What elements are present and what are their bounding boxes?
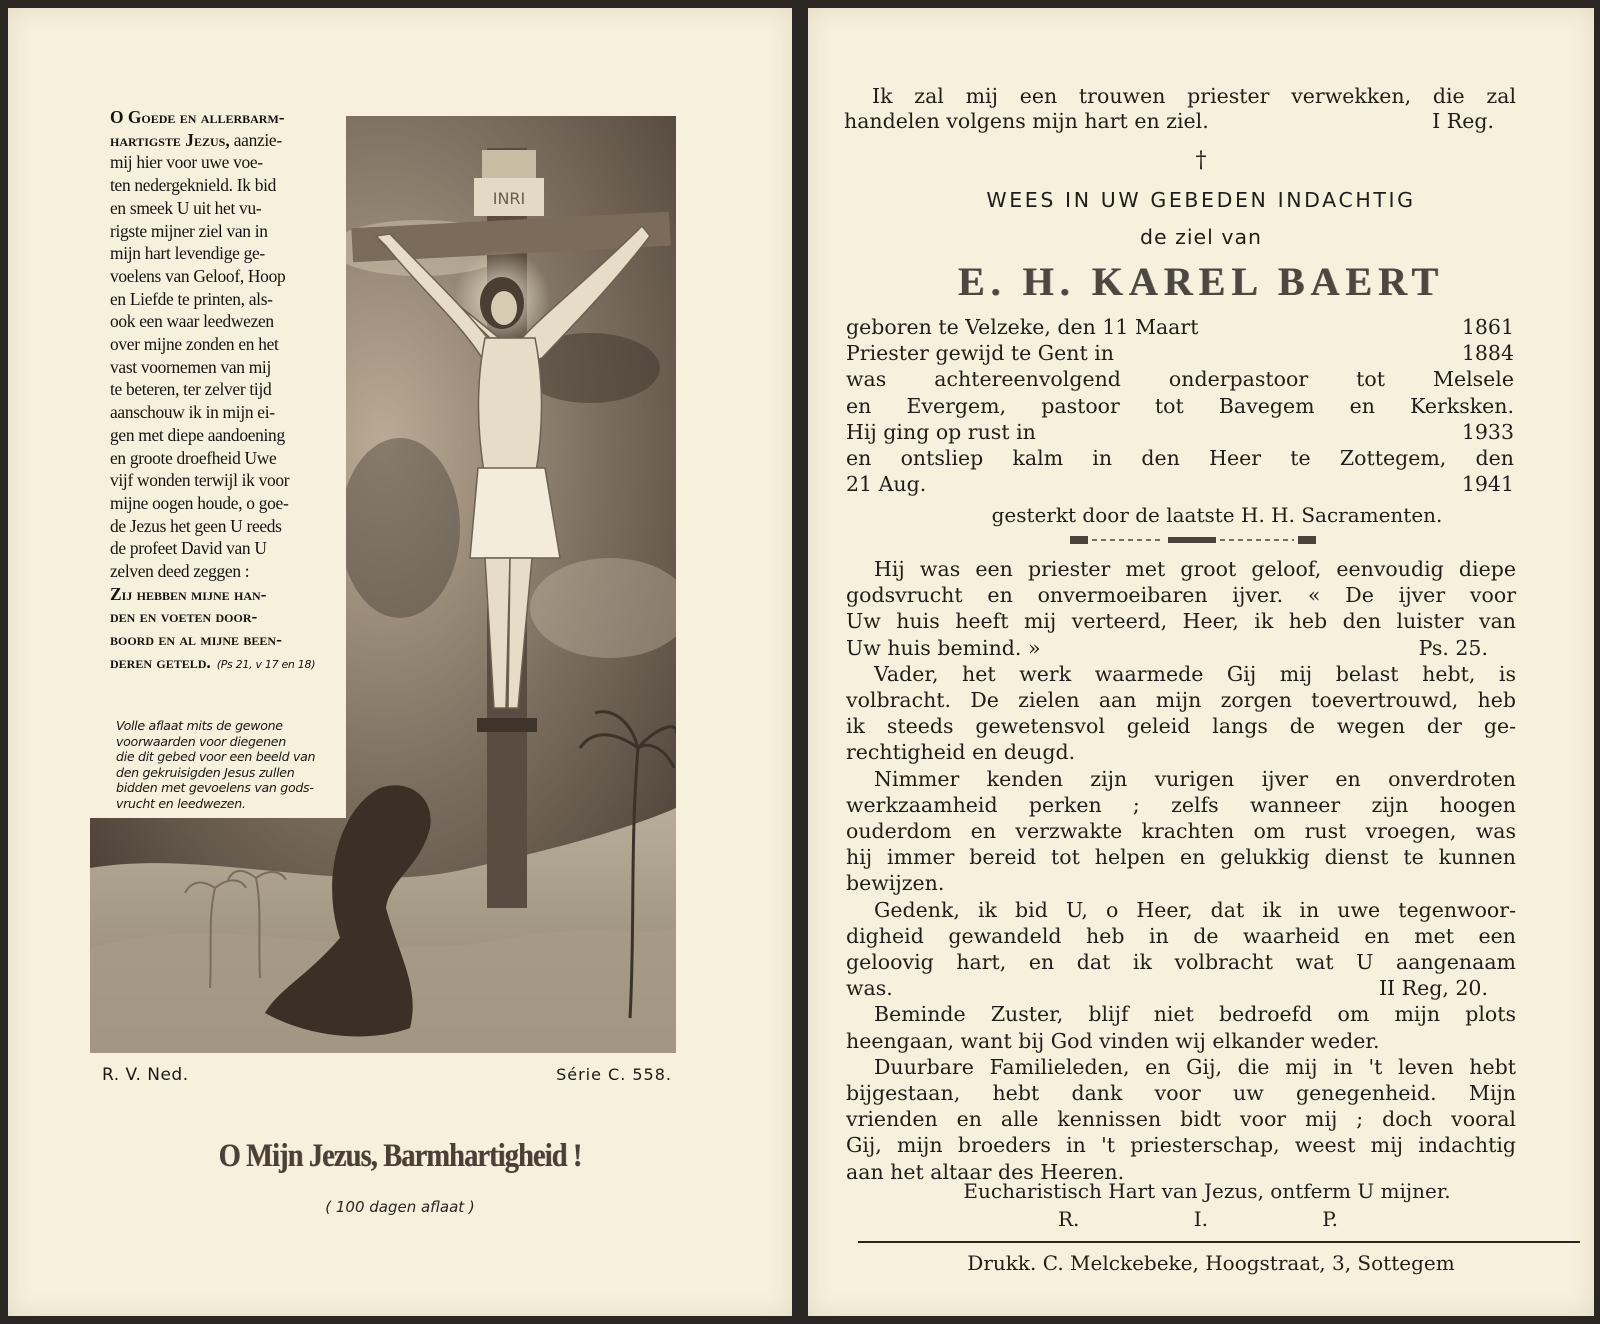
eulogy-paragraph: [846, 661, 1516, 766]
eulogy-line: aan het altaar des Heeren.: [846, 1159, 1125, 1184]
eulogy-line: digheid gewandeld heb in de waarheid en met een: [846, 923, 1516, 948]
eulogy-line: ouderdom en verzwakte krachten om rust vroegen, was: [846, 819, 1516, 844]
eulogy-line: Duurbare Familieleden, en Gij, die mij in 't leven hebt: [874, 1054, 1516, 1079]
eulogy-line: volbracht. De zielen aan mijn zorgen toevertrouwd, heb: [846, 688, 1516, 713]
eulogy-line: Gij, mijn broeders in 't priesterschap, weest mij indachtig: [846, 1133, 1516, 1158]
eulogy-line: Gedenk, ik bid U, o Heer, dat ik in uwe tegenwoor-: [874, 897, 1516, 922]
indulgence-note-line: bidden met gevoelens van gods-: [116, 780, 314, 795]
ornamental-divider: [1070, 535, 1316, 545]
eulogy-line-text: was.: [846, 976, 893, 1001]
soul-of-label: de ziel van: [1139, 225, 1263, 249]
prayer-quote-line: den en voeten door-: [110, 606, 258, 627]
prayer-line: aanschouw ik in mijn ei-: [110, 402, 275, 423]
eulogy-line: rechtigheid en deugd.: [846, 740, 1076, 765]
bio-text: en ontsliep kalm in den Heer te Zottegem, den: [846, 446, 1514, 471]
prayer-line: rigste mijner ziel van in: [110, 220, 268, 241]
bio-row: [846, 314, 1514, 340]
series-number: Série C. 558.: [556, 1065, 672, 1084]
indulgence-note-line: Volle aflaat mits de gewone: [116, 718, 283, 733]
eulogy-line: [846, 975, 1516, 1001]
eulogy-line: godsvrucht en onvermoeibaren ijver. « De ijver voor: [846, 583, 1516, 608]
bio-text: geboren te Velzeke, den 11 Maart: [846, 315, 1199, 339]
eulogy-text: [846, 556, 1516, 1185]
eulogy-line: heengaan, want bij God vinden wij elkander weder.: [846, 1028, 1380, 1053]
indulgence-note-line: den gekruisigden Jesus zullen: [116, 764, 295, 780]
rip-letter: R.: [1058, 1207, 1080, 1231]
bio-year: 1933: [1461, 419, 1514, 444]
bio-text: en Evergem, pastoor tot Bavegem en Kerksken.: [846, 393, 1514, 418]
deceased-name: E. H. KAREL BAERT: [957, 259, 1445, 304]
rip-letters: [1058, 1207, 1338, 1231]
eulogy-paragraph: [846, 1054, 1516, 1185]
bio-text: was achtereenvolgend onderpastoor tot Melsele: [846, 367, 1514, 392]
prayer-card-front: [8, 8, 792, 1316]
prayer-line: en smeek U uit het vu-: [110, 197, 262, 218]
bio-row: [846, 445, 1514, 471]
cross-footrest: [477, 718, 537, 732]
prayer-line: vast voornemen van mij: [110, 356, 271, 377]
eulogy-paragraph: [846, 766, 1516, 897]
eulogy-line: Vader, het werk waarmede Gij mij belast hebt, is: [874, 661, 1516, 686]
indulgence-note-line: vrucht en leedwezen.: [116, 795, 246, 811]
closing-invocation: Eucharistisch Hart van Jezus, ontferm U mijner.: [963, 1179, 1451, 1203]
publisher-mark: R. V. Ned.: [102, 1065, 189, 1085]
remember-heading: WEES IN UW GEBEDEN INDACHTIG: [986, 188, 1416, 212]
bio-year: 1861: [1461, 315, 1514, 339]
prayer-opening-1: O Goede en allerbarm-: [110, 107, 285, 127]
rip-letter: P.: [1322, 1207, 1338, 1231]
indulgence-note: [116, 718, 331, 811]
eulogy-line: werkzaamheid perken ; zelfs wanneer zijn hoogen: [846, 792, 1516, 817]
bio-row: [846, 471, 1514, 497]
scripture-citation: Ps. 25.: [1418, 635, 1488, 660]
prayer-line: ook een waar leedwezen: [110, 311, 274, 332]
eulogy-line: Beminde Zuster, blijf niet bedroefd om mijn plots: [874, 1002, 1516, 1027]
eulogy-paragraph: [846, 556, 1516, 661]
prayer-line: over mijne zonden en het: [110, 334, 279, 355]
prayer-line: en Liefde te printen, als-: [110, 288, 273, 309]
biography: [846, 314, 1514, 497]
bio-text: 21 Aug.: [846, 472, 927, 497]
eulogy-line: bijgestaan, hebt dank voor uw genegenheid. Mijn: [846, 1081, 1516, 1106]
eulogy-line: [846, 635, 1516, 661]
eulogy-line: Uw huis heeft mij verteerd, Heer, ik heb den luister van: [846, 609, 1516, 634]
bio-text: Hij ging op rust in: [846, 419, 1036, 444]
scripture-citation: II Reg, 20.: [1378, 976, 1488, 1001]
eulogy-line: bewijzen.: [846, 871, 945, 896]
invocation-heading: O Mijn Jezus, Barmhartigheid !: [218, 1138, 582, 1174]
eulogy-line: ik steeds gewetensvol geleid langs de wegen der ge-: [846, 714, 1516, 739]
eulogy-line: Hij was een priester met groot geloof, eenvoudig diepe: [874, 557, 1516, 581]
divider-svg: [1070, 535, 1316, 545]
bio-text: Priester gewijd te Gent in: [846, 341, 1114, 366]
eulogy-line: hij immer bereid tot helpen en gelukkig dienst te kunnen: [846, 845, 1516, 870]
indulgence-days: ( 100 dagen aflaat ): [325, 1198, 475, 1216]
bio-row: [846, 366, 1514, 392]
epigraph-line-1: Ik zal mij een trouwen priester verwekken, die zal: [872, 84, 1516, 108]
eulogy-line-text: Uw huis bemind. »: [846, 635, 1041, 660]
prayer-line: gen met diepe aandoening: [110, 424, 285, 445]
eulogy-paragraph: [846, 897, 1516, 1002]
memorial-card-text: [808, 8, 1594, 1316]
prayer-line: te beteren, ter zelver tijd: [110, 379, 272, 400]
bio-row: [846, 393, 1514, 419]
prayer-line: en groote droefheid Uwe: [110, 447, 277, 468]
prayer-line: mij hier voor uwe voe-: [110, 152, 263, 173]
bio-year: 1941: [1461, 472, 1514, 497]
prayer-opening-2: hartigste Jezus,: [110, 129, 230, 150]
titulus-text: INRI: [492, 189, 526, 208]
prayer-quote-line: boord en al mijne been-: [110, 629, 282, 650]
prayer-quote-line: Zij hebben mijne han-: [110, 583, 267, 604]
indulgence-note-line: voorwaarden voor diegenen: [116, 733, 286, 749]
epigraph-line-2: handelen volgens mijn hart en ziel.: [844, 109, 1209, 133]
prayer-line: vijf wonden terwijl ik voor: [110, 470, 290, 491]
footer-rule: [858, 1241, 1580, 1243]
prayer-line: de Jezus het geen U reeds: [110, 515, 282, 536]
rip-letter: I.: [1193, 1207, 1208, 1231]
prayer-line: ten nedergeknield. Ik bid: [110, 175, 277, 196]
prayer-line: de profeet David van U: [110, 538, 267, 559]
prayer-line: aanzie-: [233, 129, 282, 150]
prayer-quote-line: deren geteld.: [110, 651, 211, 672]
indulgence-note-line: die dit gebed voor een beeld van: [116, 749, 316, 764]
bio-year: 1884: [1461, 341, 1514, 366]
cross-icon: †: [1195, 148, 1207, 173]
epigraph-reference: I Reg.: [1432, 109, 1494, 133]
bio-row: [846, 340, 1514, 366]
epigraph: [844, 84, 1516, 134]
sacraments-line: gesterkt door de laatste H. H. Sacramenten.: [991, 503, 1443, 527]
prayer-line: voelens van Geloof, Hoop: [110, 265, 286, 286]
psalm-reference: (Ps 21, v 17 en 18): [216, 657, 316, 671]
printer-imprint: Drukk. C. Melckebeke, Hoogstraat, 3, Sottegem: [967, 1251, 1455, 1275]
eulogy-line: vrienden en alle kennissen bidt voor mij ; doch vooral: [846, 1107, 1516, 1132]
eulogy-paragraph: [846, 1001, 1516, 1053]
prayer-line: mijne oogen houde, o goe-: [110, 492, 289, 513]
prayer-line: mijn hart levendige ge-: [110, 243, 265, 264]
prayer-text: [110, 106, 332, 677]
eulogy-line: geloovig hart, en dat ik volbracht wat U aangenaam: [846, 950, 1516, 975]
prayer-line: zelven deed zeggen :: [110, 561, 250, 582]
eulogy-line: Nimmer kenden zijn vurigen ijver en onverdroten: [874, 766, 1516, 791]
bio-row: [846, 419, 1514, 445]
